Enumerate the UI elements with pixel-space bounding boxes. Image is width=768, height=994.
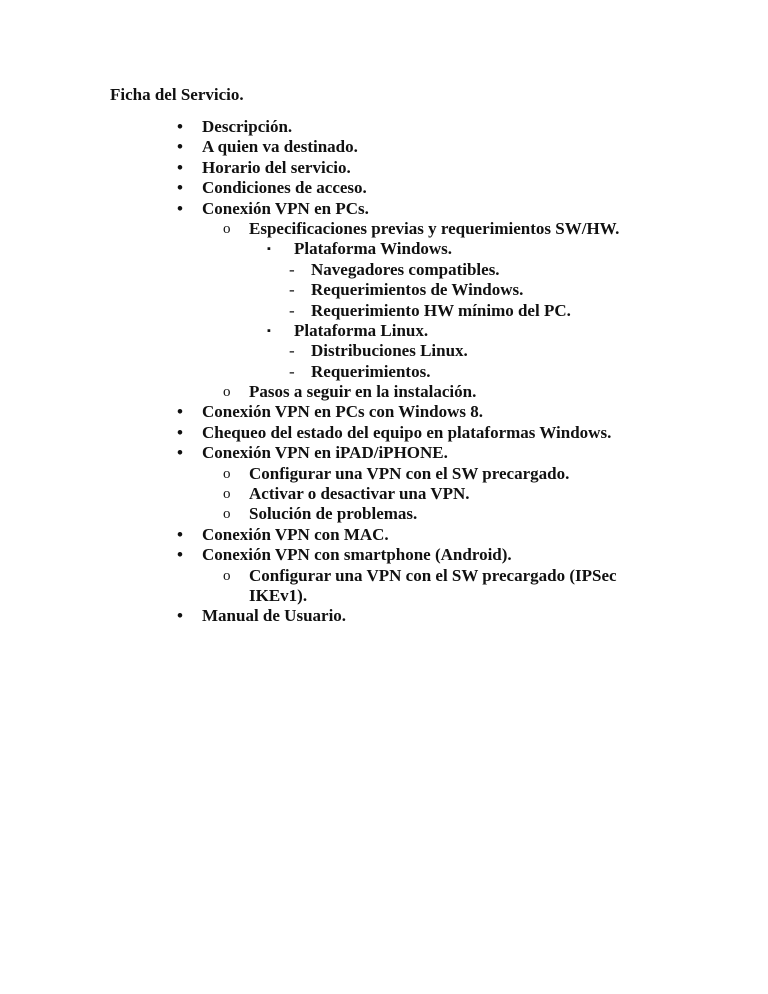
- outline-item-descripcion: [0, 117, 768, 137]
- outline-subitem-solucion-problemas: [0, 504, 768, 524]
- outline-item-text: Horario del servicio.: [202, 157, 351, 177]
- outline-item-text: Requerimientos de Windows.: [311, 280, 524, 300]
- outline-item-text: Distribuciones Linux.: [311, 341, 468, 361]
- outline-item-vpn-windows8: [0, 402, 768, 422]
- outline-item-text: Configurar una VPN con el SW precargado (IPSec: [249, 565, 617, 585]
- outline-subitem-activar-vpn: [0, 484, 768, 504]
- outline-subitem-configurar-vpn-ipsec: [0, 566, 768, 586]
- outline-subitem-continuation: [0, 586, 768, 606]
- outline-subitem-navegadores: [0, 260, 768, 280]
- outline-item-chequeo-estado: [0, 423, 768, 443]
- outline-item-text: Plataforma Windows.: [294, 239, 453, 259]
- outline-item-text: Configurar una VPN con el SW precargado.: [249, 463, 570, 483]
- outline-item-manual-usuario: [0, 606, 768, 626]
- outline-subitem-req-hw: [0, 301, 768, 321]
- dash-bullet-icon: -: [289, 280, 295, 300]
- outline-subitem-especificaciones: [0, 219, 768, 239]
- bullet-icon: •: [177, 402, 183, 422]
- dash-bullet-icon: -: [289, 361, 295, 381]
- outline-item-text: IKEv1).: [249, 585, 308, 605]
- square-bullet-icon: ▪: [267, 243, 271, 256]
- outline-item-text: Chequeo del estado del equipo en plataformas Windows.: [202, 422, 612, 442]
- bullet-icon: •: [177, 198, 183, 218]
- outline-item-horario: [0, 158, 768, 178]
- outline-item-text: Conexión VPN con MAC.: [202, 524, 389, 544]
- outline-item-vpn-mac: [0, 525, 768, 545]
- bullet-icon: •: [177, 524, 183, 544]
- service-outline: [0, 117, 768, 627]
- outline-item-text: Pasos a seguir en la instalación.: [249, 382, 477, 402]
- outline-subitem-configurar-vpn: [0, 464, 768, 484]
- bullet-icon: •: [177, 443, 183, 463]
- dash-bullet-icon: -: [289, 259, 295, 279]
- outline-item-vpn-pcs: [0, 199, 768, 219]
- dash-bullet-icon: -: [289, 300, 295, 320]
- bullet-icon: •: [177, 178, 183, 198]
- outline-item-text: Conexión VPN en PCs con Windows 8.: [202, 402, 484, 422]
- bullet-icon: •: [177, 137, 183, 157]
- outline-subitem-plataforma-windows: [0, 239, 768, 259]
- outline-item-condiciones: [0, 178, 768, 198]
- outline-item-text: Requerimiento HW mínimo del PC.: [311, 300, 571, 320]
- square-bullet-icon: ▪: [267, 324, 271, 337]
- outline-item-vpn-android: [0, 545, 768, 565]
- outline-subitem-req-windows: [0, 280, 768, 300]
- outline-item-text: Especificaciones previas y requerimientos SW/HW.: [249, 218, 620, 238]
- outline-subitem-requerimientos: [0, 362, 768, 382]
- outline-item-text: Conexión VPN en iPAD/iPHONE.: [202, 443, 448, 463]
- outline-item-destinatarios: [0, 137, 768, 157]
- outline-subitem-distribuciones: [0, 341, 768, 361]
- circle-bullet-icon: o: [223, 384, 231, 401]
- bullet-icon: •: [177, 422, 183, 442]
- outline-item-vpn-ipad: [0, 443, 768, 463]
- dash-bullet-icon: -: [289, 341, 295, 361]
- outline-subitem-plataforma-linux: [0, 321, 768, 341]
- outline-item-text: Conexión VPN en PCs.: [202, 198, 369, 218]
- outline-item-text: Navegadores compatibles.: [311, 259, 500, 279]
- outline-item-text: Manual de Usuario.: [202, 606, 347, 626]
- outline-item-text: Requerimientos.: [311, 361, 431, 381]
- outline-item-text: A quien va destinado.: [202, 137, 358, 157]
- circle-bullet-icon: o: [223, 567, 231, 584]
- bullet-icon: •: [177, 606, 183, 626]
- circle-bullet-icon: o: [223, 486, 231, 503]
- outline-item-text: Activar o desactivar una VPN.: [249, 484, 470, 504]
- bullet-icon: •: [177, 157, 183, 177]
- outline-item-text: Plataforma Linux.: [294, 320, 429, 340]
- outline-subitem-pasos-instalacion: [0, 382, 768, 402]
- document-title: Ficha del Servicio.: [110, 85, 244, 104]
- circle-bullet-icon: o: [223, 220, 231, 237]
- bullet-icon: •: [177, 117, 183, 136]
- circle-bullet-icon: o: [223, 506, 231, 523]
- bullet-icon: •: [177, 545, 183, 565]
- outline-item-text: Descripción.: [202, 117, 293, 136]
- outline-item-text: Conexión VPN con smartphone (Android).: [202, 545, 512, 565]
- outline-item-text: Solución de problemas.: [249, 504, 418, 524]
- outline-item-text: Condiciones de acceso.: [202, 178, 367, 198]
- circle-bullet-icon: o: [223, 465, 231, 482]
